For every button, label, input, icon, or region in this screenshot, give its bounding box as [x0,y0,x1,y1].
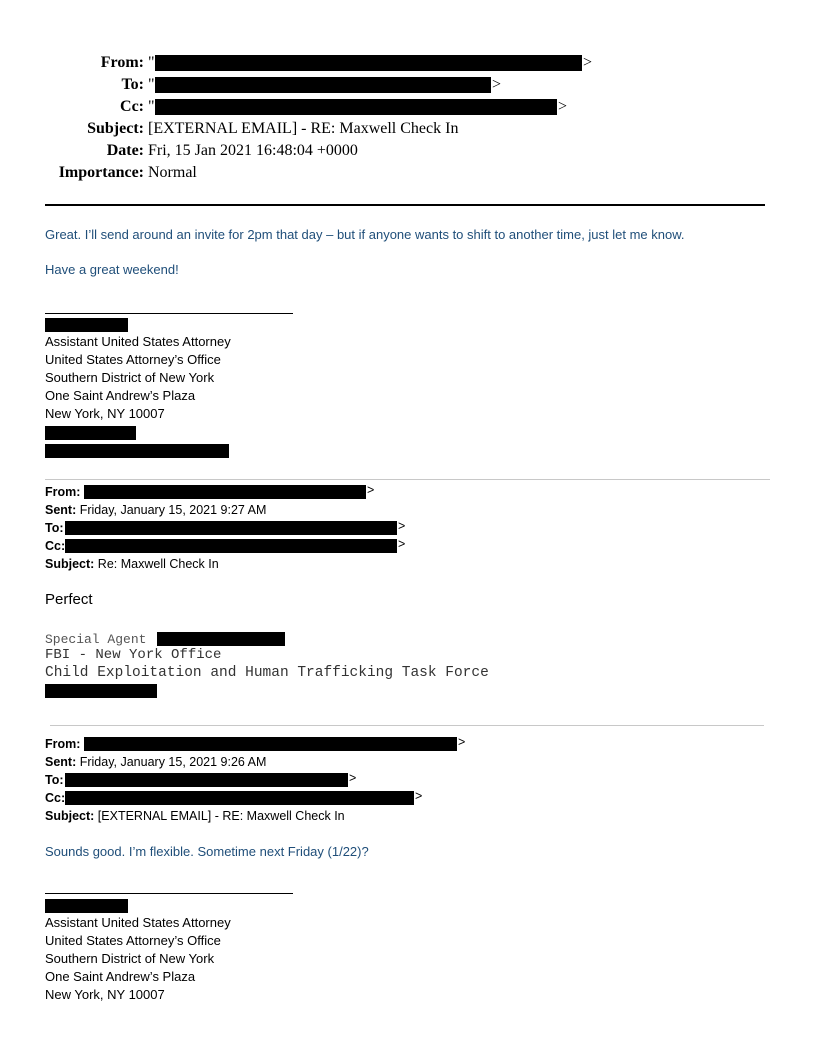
subject-value: [EXTERNAL EMAIL] - RE: Maxwell Check In [97,809,345,823]
message-body: Great. I’ll send around an invite for 2pm that day – but if anyone wants to shift to another time, just let me know. [45,227,685,242]
redacted-email [45,444,229,458]
to-label: To: [45,773,64,787]
from-suffix: > [458,735,466,749]
to-prefix: " [148,76,155,93]
redacted-agent-name [157,632,285,646]
message-closing: Have a great weekend! [45,262,179,277]
redacted-name [45,899,128,913]
redacted-cc [155,99,557,115]
redacted-to [65,773,348,787]
signature-line: One Saint Andrew’s Plaza [45,969,196,984]
sent-value: Friday, January 15, 2021 9:27 AM [79,503,267,517]
from-label: From: [100,54,144,71]
agent-title: Special Agent [45,632,147,647]
subject-label: Subject: [87,120,144,137]
redacted-name [45,318,128,332]
agent-office: FBI - New York Office [45,647,222,663]
message-divider [50,725,764,726]
to-suffix: > [349,771,357,785]
redacted-to [155,77,491,93]
signature-rule [45,893,293,894]
redacted-from [84,485,366,499]
cc-suffix: > [558,98,568,115]
cc-prefix: " [148,98,155,115]
redacted-from [155,55,582,71]
redacted-phone [45,426,136,440]
header-divider [45,204,765,206]
signature-line: Southern District of New York [45,951,215,966]
cc-label: Cc: [45,791,66,805]
cc-label: Cc: [45,539,66,553]
from-label: From: [45,737,81,751]
signature-line: Assistant United States Attorney [45,334,231,349]
signature-line: New York, NY 10007 [45,987,165,1002]
to-label: To: [45,521,64,535]
signature-line: One Saint Andrew’s Plaza [45,388,196,403]
signature-line: United States Attorney’s Office [45,352,221,367]
date-label: Date: [106,142,144,159]
cc-label: Cc: [120,98,144,115]
importance-value: Normal [148,164,197,181]
subject-value: Re: Maxwell Check In [97,557,219,571]
sent-value: Friday, January 15, 2021 9:26 AM [79,755,267,769]
date-value: Fri, 15 Jan 2021 16:48:04 +0000 [148,142,358,159]
redacted-agent-contact [45,684,157,698]
redacted-cc [65,539,397,553]
from-suffix: > [367,483,375,497]
subject-label: Subject: [45,809,95,823]
cc-suffix: > [398,537,406,551]
signature-line: Assistant United States Attorney [45,915,231,930]
to-suffix: > [492,76,502,93]
message-body: Perfect [45,591,93,608]
signature-line: New York, NY 10007 [45,406,165,421]
redacted-to [65,521,397,535]
message-body: Sounds good. I’m flexible. Sometime next Friday (1/22)? [45,844,369,859]
sent-label: Sent: [45,755,77,769]
signature-rule [45,313,293,314]
from-label: From: [45,485,81,499]
agent-task-force: Child Exploitation and Human Trafficking Task Force [45,665,489,681]
from-prefix: " [148,54,155,71]
redacted-from [84,737,457,751]
importance-label: Importance: [58,164,144,181]
subject-label: Subject: [45,557,95,571]
to-label: To: [121,76,144,93]
redacted-cc [65,791,414,805]
to-suffix: > [398,519,406,533]
signature-line: Southern District of New York [45,370,215,385]
cc-suffix: > [415,789,423,803]
subject-value: [EXTERNAL EMAIL] - RE: Maxwell Check In [148,120,459,137]
message-divider [45,479,770,480]
sent-label: Sent: [45,503,77,517]
from-suffix: > [583,54,593,71]
signature-line: United States Attorney’s Office [45,933,221,948]
